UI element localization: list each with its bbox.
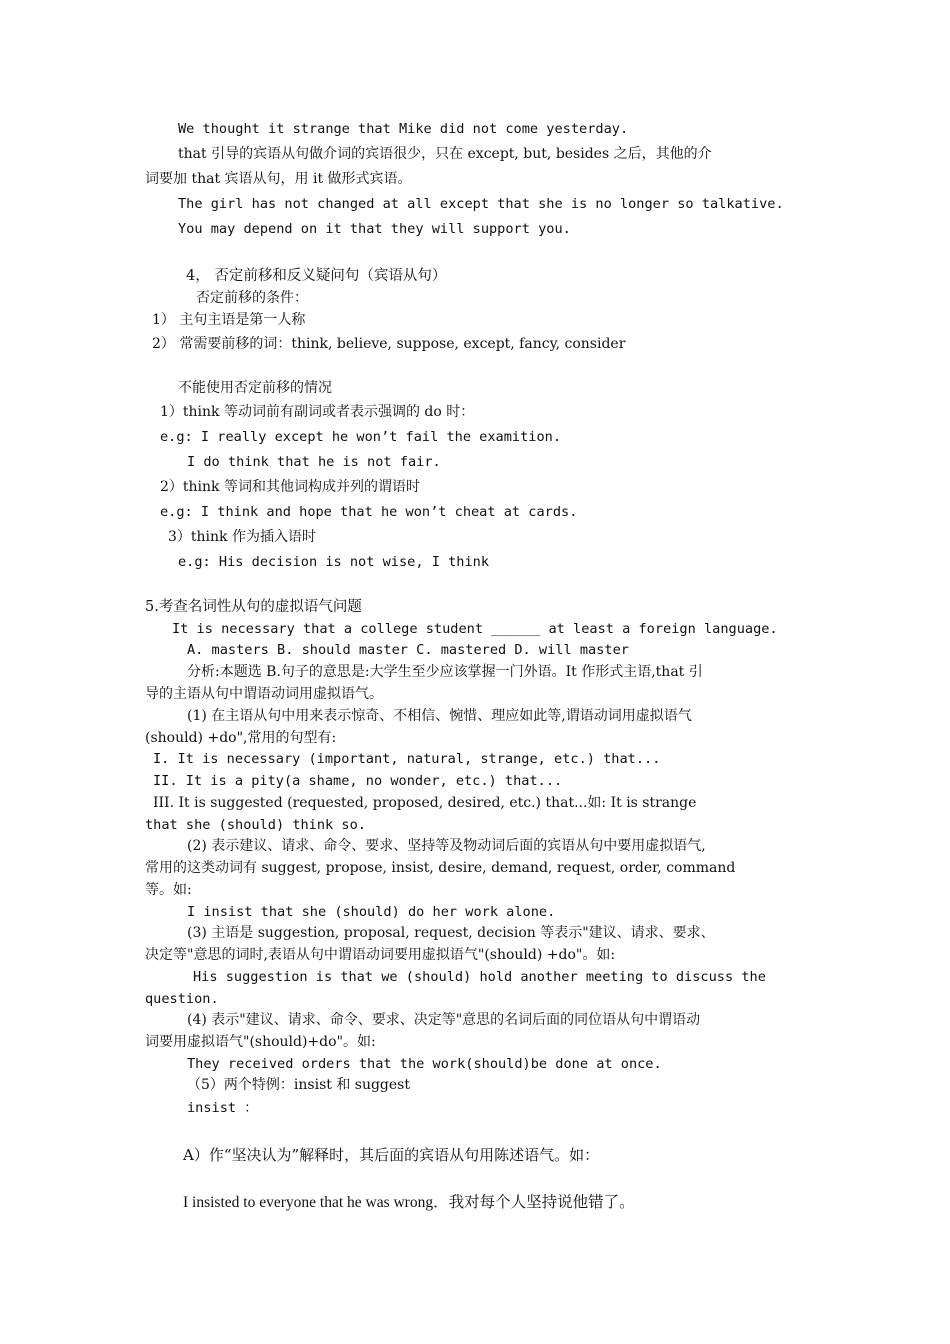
example-sentence: I insist that she (should) do her work alone. bbox=[187, 904, 556, 920]
section-heading-4: 4， 否定前移和反义疑问句（宾语从句） bbox=[186, 268, 447, 284]
rule-text: 等。如: bbox=[145, 882, 192, 898]
pattern-item: I. It is necessary (important, natural, strange, etc.) that... bbox=[153, 751, 661, 767]
paragraph-line: 词要加 that 宾语从句，用 it 做形式宾语。 bbox=[145, 171, 412, 187]
subheading: 否定前移的条件： bbox=[196, 290, 308, 306]
rule-text: (should) +do",常用的句型有: bbox=[145, 730, 337, 746]
question-stem: It is necessary that a college student ______ at least a foreign language. bbox=[172, 621, 778, 637]
list-item: 3）think 作为插入语时 bbox=[168, 529, 316, 545]
rule-item-5: （5）两个特例：insist 和 suggest bbox=[187, 1077, 410, 1093]
example-sentence: You may depend on it that they will support you. bbox=[178, 221, 571, 237]
section-heading-5: 5.考查名词性从句的虚拟语气问题 bbox=[145, 599, 362, 615]
example-sentence: The girl has not changed at all except that she is no longer so talkative. bbox=[178, 196, 784, 212]
list-item: 1）think 等动词前有副词或者表示强调的 do 时： bbox=[160, 404, 475, 420]
answer-options: A. masters B. should master C. mastered D. will master bbox=[187, 642, 629, 658]
rule-text: 决定等"意思的词时,表语从句中谓语动词要用虚拟语气"(should) +do"。如: bbox=[145, 947, 616, 963]
example-sentence: I do think that he is not fair. bbox=[187, 454, 441, 470]
analysis-text: 分析:本题选 B.句子的意思是:大学生至少应该掌握一门外语。It 作形式主语,that 引 bbox=[187, 664, 703, 680]
pattern-item: III. It is suggested (requested, proposed, desired, etc.) that...如: It is strange bbox=[153, 795, 697, 811]
explanation-a: A）作“坚决认为”解释时，其后面的宾语从句用陈述语气。如： bbox=[183, 1146, 600, 1164]
list-item: 1） 主句主语是第一人称 bbox=[152, 312, 306, 328]
analysis-text: 导的主语从句中谓语动词用虚拟语气。 bbox=[145, 686, 383, 702]
rule-item-1: (1) 在主语从句中用来表示惊奇、不相信、惋惜、理应如此等,谓语动词用虚拟语气 bbox=[187, 708, 692, 724]
example-sentence: They received orders that the work(should)be done at once. bbox=[187, 1056, 662, 1072]
example-sentence: We thought it strange that Mike did not come yesterday. bbox=[178, 121, 629, 137]
term-insist: insist ： bbox=[187, 1100, 258, 1116]
list-item: 2） 常需要前移的词：think, believe, suppose, except, fancy, consider bbox=[152, 336, 626, 352]
example-sentence: question. bbox=[145, 991, 219, 1007]
list-item: 2）think 等词和其他词构成并列的谓语时 bbox=[160, 479, 420, 495]
rule-item-3: (3) 主语是 suggestion, proposal, request, decision 等表示"建议、请求、要求、 bbox=[187, 925, 715, 941]
example-sentence: I insisted to everyone that he was wrong．我对每个人坚持说他错了。 bbox=[183, 1194, 635, 1211]
example-sentence: e.g: I think and hope that he won’t cheat at cards. bbox=[160, 504, 578, 520]
subheading: 不能使用否定前移的情况 bbox=[178, 380, 332, 396]
example-sentence: e.g: His decision is not wise, I think bbox=[178, 554, 489, 570]
rule-item-4: (4) 表示"建议、请求、命令、要求、决定等"意思的名词后面的同位语从句中谓语动 bbox=[187, 1012, 701, 1028]
rule-text: 词要用虚拟语气"(should)+do"。如: bbox=[145, 1034, 376, 1050]
example-sentence: e.g: I really except he won’t fail the examition. bbox=[160, 429, 562, 445]
example-sentence: His suggestion is that we (should) hold another meeting to discuss the bbox=[193, 969, 766, 985]
pattern-item: II. It is a pity(a shame, no wonder, etc.) that... bbox=[153, 773, 563, 789]
rule-text: that she (should) think so. bbox=[145, 817, 366, 833]
paragraph-line: that 引导的宾语从句做介词的宾语很少，只在 except, but, besides 之后，其他的介 bbox=[178, 146, 712, 162]
rule-item-2: (2) 表示建议、请求、命令、要求、坚持等及物动词后面的宾语从句中要用虚拟语气, bbox=[187, 838, 706, 854]
rule-text: 常用的这类动词有 suggest, propose, insist, desire, demand, request, order, command bbox=[145, 860, 736, 876]
